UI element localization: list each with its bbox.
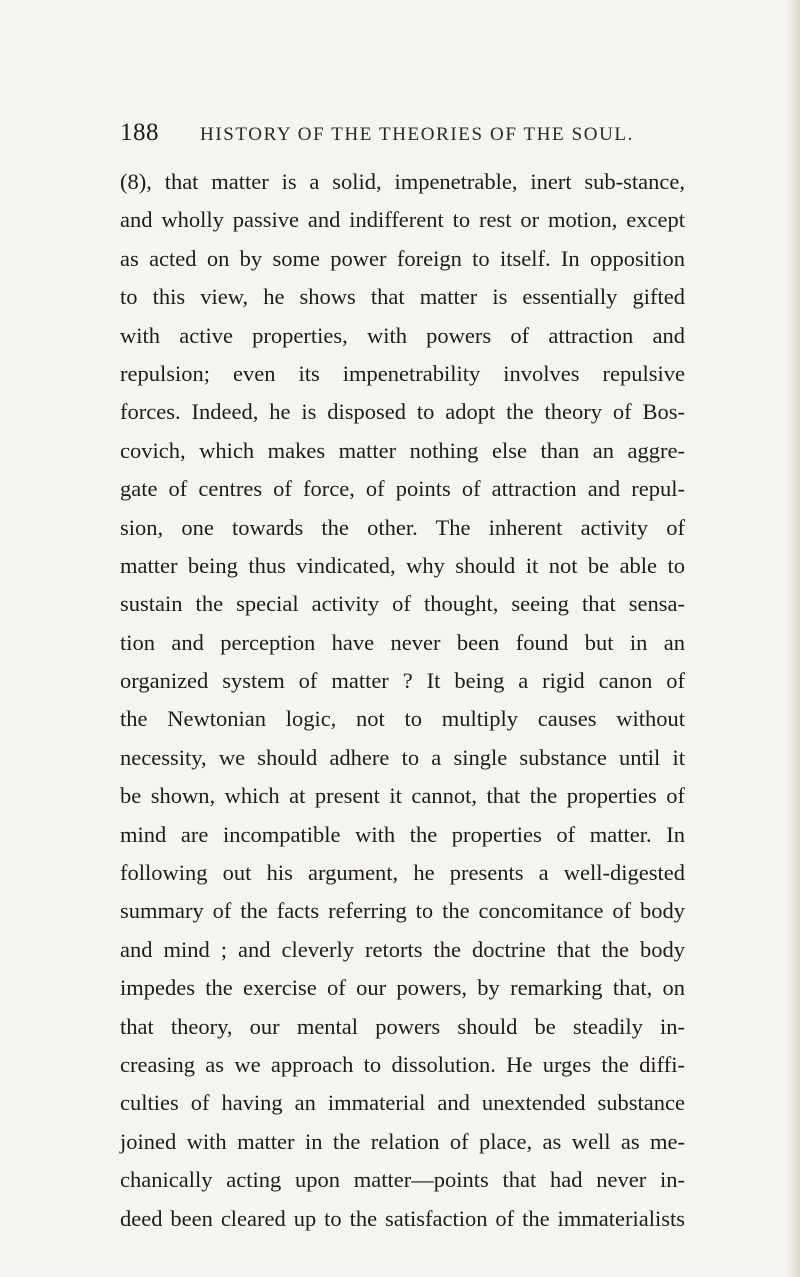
text-line: following out his argument, he presents a well-digested [120,860,685,886]
text-line: creasing as we approach to dissolution. He urges the diffi- [120,1051,685,1077]
page-edge-shadow [786,0,800,1277]
text-line: summary of the facts referring to the concomitance of body [120,898,685,924]
text-line: covich, which makes matter nothing else than an aggre- [120,437,685,463]
text-line: organized system of matter ? It being a rigid canon of [120,668,685,694]
text-line: mind are incompatible with the properties of matter. In [120,821,685,847]
text-line: as acted on by some power foreign to itself. In opposition [120,245,685,271]
text-line: joined with matter in the relation of place, as well as me- [120,1128,685,1154]
text-line: repulsion; even its impenetrability involves repulsive [120,360,685,386]
text-line: deed been cleared up to the satisfaction of the immaterialists [120,1205,685,1231]
text-line: to this view, he shows that matter is essentially gifted [120,284,685,310]
text-line: (8), that matter is a solid, impenetrable, inert sub-stance, [120,169,685,194]
text-line: impedes the exercise of our powers, by remarking that, on [120,975,685,1001]
text-line: and wholly passive and indifferent to rest or motion, except [120,207,685,233]
body-text [120,163,685,1238]
text-line: the Newtonian logic, not to multiply causes without [120,706,685,732]
text-line: with active properties, with powers of attraction and [120,322,685,348]
text-line: chanically acting upon matter—points that had never in- [120,1167,685,1193]
text-line: that theory, our mental powers should be steadily in- [120,1013,685,1039]
text-line: matter being thus vindicated, why should it not be able to [120,552,685,578]
text-line: sustain the special activity of thought, seeing that sensa- [120,591,685,617]
text-line: culties of having an immaterial and unextended substance [120,1090,685,1116]
text-line: be shown, which at present it cannot, that the properties of [120,783,685,809]
text-line: gate of centres of force, of points of attraction and repul- [120,476,685,502]
text-line: sion, one towards the other. The inherent activity of [120,514,685,540]
text-line: and mind ; and cleverly retorts the doctrine that the body [120,936,685,962]
page-number: 188 [120,119,159,146]
running-title: HISTORY OF THE THEORIES OF THE SOUL. [200,124,634,145]
running-head [120,115,680,151]
text-line: necessity, we should adhere to a single substance until it [120,744,685,770]
text-line: forces. Indeed, he is disposed to adopt the theory of Bos- [120,399,685,425]
text-line: tion and perception have never been found but in an [120,629,685,655]
